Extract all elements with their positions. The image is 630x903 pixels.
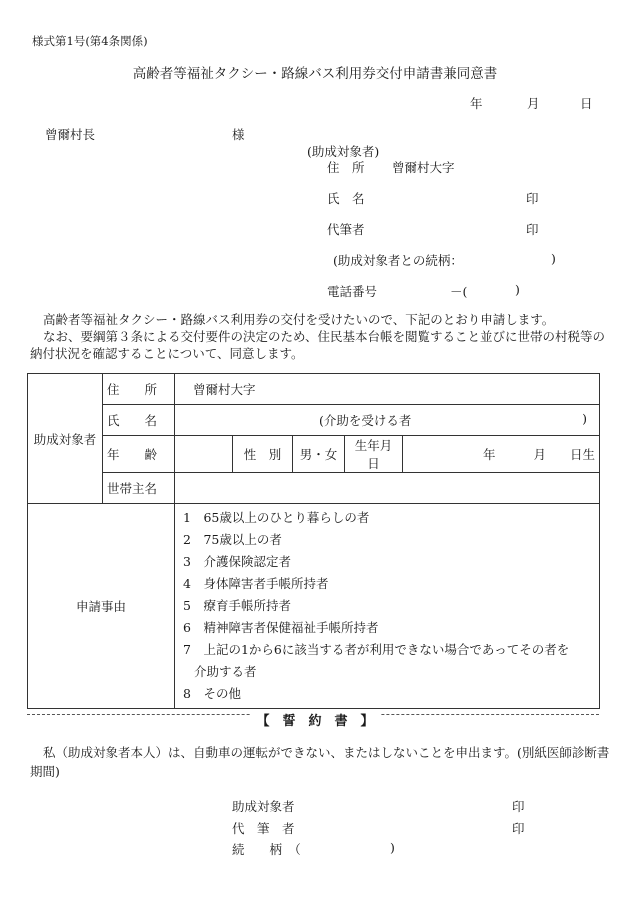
applicant-name-label: 氏 名 bbox=[327, 191, 365, 206]
address-label: 住 所 bbox=[103, 374, 175, 405]
reason-item: 4 身体障害者手帳所持者 bbox=[183, 576, 329, 591]
pledge-proxy-seal: 印 bbox=[512, 821, 525, 836]
date-month-label: 月 bbox=[527, 96, 540, 111]
pledge-subject-seal: 印 bbox=[512, 799, 525, 814]
reason-list bbox=[175, 504, 600, 709]
applicant-proxy-label: 代筆者 bbox=[327, 222, 365, 237]
dob-label: 生年月日 bbox=[345, 436, 403, 473]
name-note-close: ) bbox=[582, 411, 588, 426]
reason-item: 7 上記の1から6に該当する者が利用できない場合であってその者を bbox=[183, 642, 570, 657]
reason-item-continued: 介助する者 bbox=[194, 664, 257, 679]
dob-value bbox=[403, 436, 600, 473]
request-line-2: なお、要綱第３条による交付要件の決定のため、住民基本台帳を閲覧すること並びに世帯の村税等の納付状況を確認することについて、同意します。 bbox=[30, 329, 606, 361]
applicant-address-label: 住 所 bbox=[327, 160, 365, 175]
age-label: 年 齢 bbox=[103, 436, 175, 473]
pledge-statement bbox=[30, 743, 610, 781]
dob-day: 日生 bbox=[570, 447, 596, 462]
name-cell bbox=[175, 405, 600, 436]
applicant-heading: (助成対象者) bbox=[307, 144, 380, 159]
proxy-seal-mark: 印 bbox=[526, 222, 539, 237]
date-day-label: 日 bbox=[580, 96, 593, 111]
householder-label: 世帯主名 bbox=[103, 473, 175, 504]
pledge-proxy-label: 代 筆 者 bbox=[232, 821, 295, 836]
pledge-relation-close: ) bbox=[390, 840, 395, 855]
age-value bbox=[175, 436, 233, 473]
application-table bbox=[27, 373, 600, 709]
name-note: (介助を受ける者 bbox=[319, 413, 412, 428]
name-label: 氏 名 bbox=[103, 405, 175, 436]
applicant-address-value: 曾爾村大字 bbox=[392, 160, 455, 175]
date-year-label: 年 bbox=[470, 96, 483, 111]
addressee: 曾爾村長 bbox=[45, 127, 96, 142]
dob-year: 年 bbox=[483, 447, 496, 462]
form-number: 様式第1号(第4条関係) bbox=[32, 34, 148, 48]
request-line-1: 高齢者等福祉タクシー・路線バス利用券の交付を受けたいので、下記のとおり申請します。 bbox=[43, 312, 555, 327]
reason-header: 申請事由 bbox=[28, 504, 175, 709]
dob-month: 月 bbox=[533, 447, 547, 462]
sex-label: 性 別 bbox=[233, 436, 293, 473]
address-value: 曾爾村大字 bbox=[175, 374, 600, 405]
reason-item: 6 精神障害者保健福祉手帳所持者 bbox=[183, 620, 379, 635]
reason-item: 3 介護保険認定者 bbox=[183, 554, 291, 569]
pledge-subject-label: 助成対象者 bbox=[232, 799, 295, 814]
relation-close: ) bbox=[551, 251, 556, 266]
sex-value: 男・女 bbox=[293, 436, 345, 473]
reason-item: 8 その他 bbox=[183, 686, 241, 701]
document-title: 高齢者等福祉タクシー・路線バス利用券交付申請書兼同意書 bbox=[132, 66, 498, 82]
phone-separator: －( bbox=[450, 284, 468, 299]
relation-label: (助成対象者との続柄： bbox=[333, 253, 463, 268]
reason-item: 1 65歳以上のひとり暮らしの者 bbox=[183, 510, 370, 525]
reason-item: 2 75歳以上の者 bbox=[183, 532, 282, 547]
honorific: 様 bbox=[232, 127, 245, 142]
pledge-title-text: 【 誓 約 書 】 bbox=[250, 714, 379, 729]
request-statement bbox=[30, 311, 605, 362]
phone-close: ) bbox=[515, 282, 520, 297]
reason-item: 5 療育手帳所持者 bbox=[183, 598, 291, 613]
phone-label: 電話番号 bbox=[327, 284, 378, 299]
applicant-seal-mark: 印 bbox=[526, 191, 539, 206]
pledge-title bbox=[0, 710, 630, 729]
subject-header: 助成対象者 bbox=[28, 374, 103, 504]
householder-value bbox=[175, 473, 600, 504]
pledge-relation-label: 続 柄 （ bbox=[232, 842, 301, 857]
pledge-text: 私（助成対象者本人）は、自動車の運転ができない、またはしないことを申出ます。(別紙医師診断書期間) bbox=[30, 745, 610, 779]
